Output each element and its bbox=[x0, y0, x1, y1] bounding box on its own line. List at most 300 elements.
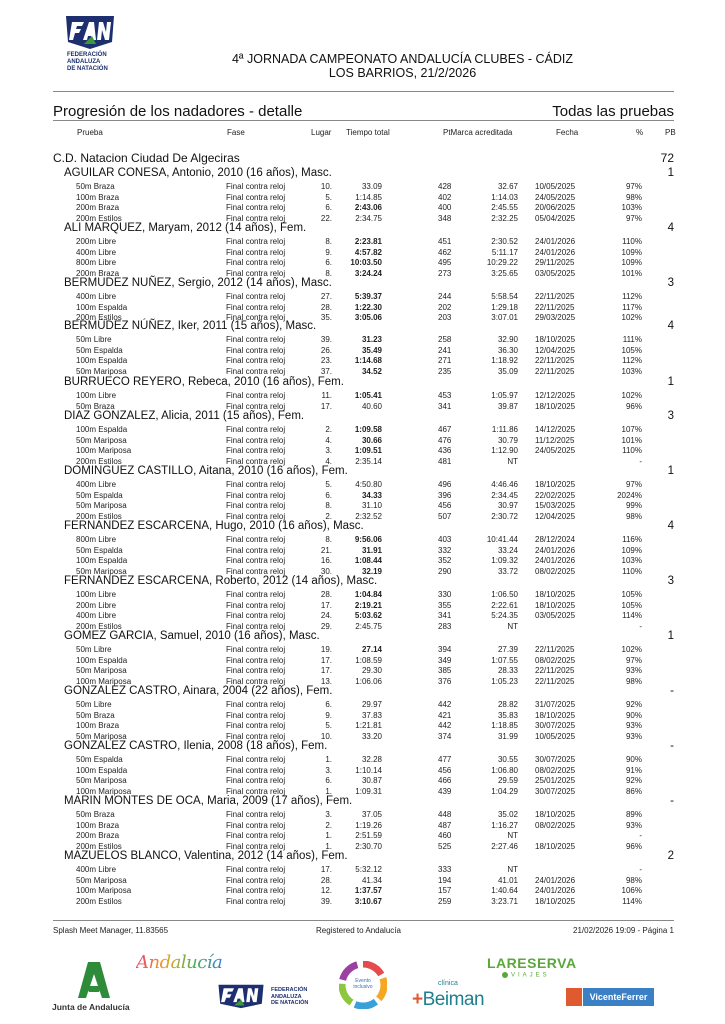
event-name: 200m Libre bbox=[76, 237, 117, 246]
evento-inclusivo-logo bbox=[339, 961, 387, 1009]
mark-date: 28/12/2024 bbox=[535, 535, 576, 544]
total-time: 31.10 bbox=[361, 501, 382, 511]
swimmer-pb-count: 2 bbox=[667, 850, 674, 862]
event-name: 200m Estilos bbox=[76, 313, 122, 323]
event-name: 200m Estilos bbox=[76, 896, 122, 906]
swimmer-name: BURRUECO REYERO, Rebeca, 2010 (16 años), Fem. bbox=[64, 376, 344, 388]
event-name: 50m Espalda bbox=[76, 755, 123, 764]
accredited-mark: 2:45.55 bbox=[491, 203, 518, 213]
result-row bbox=[0, 766, 725, 776]
event-name: 400m Libre bbox=[76, 865, 117, 874]
event-name: 50m Mariposa bbox=[76, 501, 127, 511]
place: 28. bbox=[320, 302, 332, 312]
points: 525 bbox=[438, 841, 452, 851]
place: 2. bbox=[325, 425, 332, 434]
total-time: 40.60 bbox=[361, 401, 382, 411]
phase: Final contra reloj bbox=[226, 786, 286, 796]
phase: Final contra reloj bbox=[226, 480, 286, 489]
vicente-ferrer-text: VicenteFerrer bbox=[583, 988, 654, 1006]
mark-date: 08/02/2025 bbox=[535, 820, 576, 830]
mark-date: 22/11/2025 bbox=[535, 676, 575, 686]
phase: Final contra reloj bbox=[226, 776, 286, 786]
points: 453 bbox=[438, 391, 452, 400]
mark-date: 24/01/2026 bbox=[535, 875, 576, 885]
event-name: 100m Espalda bbox=[76, 356, 128, 366]
phase: Final contra reloj bbox=[226, 755, 286, 764]
total-time: 1:08.44 bbox=[354, 556, 382, 566]
percentage: 112% bbox=[622, 292, 642, 301]
place: 5. bbox=[325, 721, 332, 731]
swimmer-pb-count: 4 bbox=[667, 222, 674, 234]
col-header-lugar: Lugar bbox=[311, 128, 332, 137]
swimmer-name: BERMUDEZ NUÑEZ, Sergio, 2012 (14 años), Masc. bbox=[64, 277, 332, 289]
total-time: 1:09.51 bbox=[354, 446, 382, 456]
phase: Final contra reloj bbox=[226, 875, 286, 885]
mark-date: 10/05/2025 bbox=[535, 182, 576, 191]
swimmer-header bbox=[64, 222, 674, 235]
result-row bbox=[0, 248, 725, 258]
accredited-mark: 1:07.55 bbox=[491, 655, 518, 665]
mark-date: 11/12/2025 bbox=[535, 435, 575, 445]
mark-date: 24/01/2026 bbox=[535, 247, 576, 257]
event-name: 50m Braza bbox=[76, 401, 115, 411]
fan-sponsor-text-line: FEDERACIÓN bbox=[271, 987, 308, 993]
event-name: 200m Braza bbox=[76, 203, 120, 213]
mark-date: 18/10/2025 bbox=[535, 600, 576, 610]
event-name: 100m Espalda bbox=[76, 302, 128, 312]
accredited-mark: 29.59 bbox=[497, 776, 518, 786]
phase: Final contra reloj bbox=[226, 302, 286, 312]
phase: Final contra reloj bbox=[226, 203, 286, 213]
mark-date: 18/10/2025 bbox=[535, 710, 576, 720]
points: 456 bbox=[438, 765, 452, 775]
phase: Final contra reloj bbox=[226, 645, 286, 654]
phase: Final contra reloj bbox=[226, 356, 286, 366]
total-time: 29.97 bbox=[361, 700, 382, 709]
percentage: 116% bbox=[622, 535, 642, 544]
swimmer-header bbox=[64, 575, 674, 588]
total-time: 33.09 bbox=[361, 182, 382, 191]
result-row bbox=[0, 546, 725, 556]
percentage: 111% bbox=[622, 335, 642, 344]
result-row bbox=[0, 611, 725, 621]
event-name: 50m Mariposa bbox=[76, 731, 127, 741]
percentage: 90% bbox=[625, 755, 642, 764]
mark-date: 10/05/2025 bbox=[535, 731, 576, 741]
swimmer-pb-count: 1 bbox=[667, 376, 674, 388]
percentage: 101% bbox=[621, 435, 642, 445]
result-row bbox=[0, 711, 725, 721]
fan-sponsor-text bbox=[271, 987, 308, 1007]
mark-date: 22/11/2025 bbox=[535, 292, 575, 301]
total-time: 1:05.41 bbox=[354, 391, 382, 400]
points: 157 bbox=[438, 886, 452, 896]
result-row bbox=[0, 446, 725, 456]
total-time: 4:57.82 bbox=[354, 247, 382, 257]
mark-date: 22/11/2025 bbox=[535, 356, 575, 366]
evento-text: Evento inclusivo bbox=[353, 978, 373, 990]
percentage: 109% bbox=[621, 258, 642, 268]
lareserva-logo bbox=[487, 955, 577, 971]
total-time: 1:19.26 bbox=[355, 820, 382, 830]
points: 439 bbox=[438, 786, 452, 796]
swimmer-header bbox=[64, 685, 674, 698]
points: 385 bbox=[438, 666, 452, 676]
place: 2. bbox=[325, 820, 332, 830]
mark-date: 29/11/2025 bbox=[535, 258, 575, 268]
swimmer-name: GONZALEZ CASTRO, Ainara, 2004 (22 años), Fem. bbox=[64, 685, 333, 697]
mark-date: 03/05/2025 bbox=[535, 268, 576, 278]
accredited-mark: 1:18.92 bbox=[491, 356, 518, 366]
swimmer-pb-count: 4 bbox=[667, 320, 674, 332]
points: 476 bbox=[438, 435, 452, 445]
phase: Final contra reloj bbox=[226, 490, 286, 500]
event-name: 50m Mariposa bbox=[76, 666, 127, 676]
points: 244 bbox=[438, 292, 452, 301]
event-name: 100m Mariposa bbox=[76, 676, 132, 686]
mark-date: 18/10/2025 bbox=[535, 480, 576, 489]
mark-date: 05/04/2025 bbox=[535, 213, 576, 223]
total-time: 32.28 bbox=[361, 755, 382, 764]
percentage: 96% bbox=[625, 401, 642, 411]
percentage: 93% bbox=[625, 666, 642, 676]
swimmer-name: FERNANDEZ ESCARCENA, Hugo, 2010 (16 años), Masc. bbox=[64, 520, 364, 532]
col-header-pb: PB bbox=[665, 128, 676, 137]
result-row bbox=[0, 865, 725, 875]
result-row bbox=[0, 876, 725, 886]
junta-a-icon bbox=[74, 960, 114, 1000]
place: 30. bbox=[320, 566, 332, 576]
phase: Final contra reloj bbox=[226, 258, 286, 268]
report-title: Progresión de los nadadores - detalle bbox=[53, 103, 303, 120]
total-time: 32.19 bbox=[361, 566, 382, 576]
fan-sponsor-text-line: DE NATACIÓN bbox=[271, 1000, 309, 1006]
result-row bbox=[0, 721, 725, 731]
place: 6. bbox=[325, 258, 332, 268]
points: 467 bbox=[438, 425, 452, 434]
swimmer-header bbox=[64, 167, 674, 180]
event-name: 50m Libre bbox=[76, 645, 112, 654]
event-name: 50m Mariposa bbox=[76, 435, 127, 445]
mark-date: 24/01/2026 bbox=[535, 886, 576, 896]
swimmer-pb-count: 4 bbox=[667, 520, 674, 532]
mark-date: 24/01/2026 bbox=[535, 545, 576, 555]
swimmer-header bbox=[64, 740, 674, 753]
phase: Final contra reloj bbox=[226, 865, 286, 874]
beiman-brand bbox=[412, 989, 484, 1011]
accredited-mark: 41.01 bbox=[497, 875, 518, 885]
swimmer-name: MAZUELOS BLANCO, Valentina, 2012 (14 años), Fem. bbox=[64, 850, 348, 862]
swimmer-header bbox=[64, 410, 674, 423]
total-time: 1:22.30 bbox=[354, 302, 382, 312]
event-name: 50m Mariposa bbox=[76, 875, 127, 885]
swimmer-name: GOMEZ GARCIA, Samuel, 2010 (16 años), Masc. bbox=[64, 630, 320, 642]
percentage: 92% bbox=[625, 700, 642, 709]
phase: Final contra reloj bbox=[226, 810, 286, 819]
percentage: 110% bbox=[622, 566, 642, 576]
accredited-mark: 1:12.90 bbox=[491, 446, 518, 456]
event-name: 50m Libre bbox=[76, 700, 112, 709]
percentage: 101% bbox=[621, 268, 642, 278]
mark-date: 15/03/2025 bbox=[535, 501, 576, 511]
mark-date: 18/10/2025 bbox=[535, 810, 576, 819]
total-time: 2:35.14 bbox=[355, 456, 382, 466]
result-row bbox=[0, 897, 725, 907]
accredited-mark: 2:34.45 bbox=[491, 490, 518, 500]
event-name: 400m Libre bbox=[76, 611, 117, 621]
event-name: 200m Estilos bbox=[76, 841, 122, 851]
points: 341 bbox=[438, 611, 452, 621]
accredited-mark: 33.24 bbox=[497, 545, 518, 555]
place: 28. bbox=[320, 875, 332, 885]
place: 11. bbox=[321, 391, 332, 400]
mark-date: 18/10/2025 bbox=[535, 335, 576, 344]
phase: Final contra reloj bbox=[226, 345, 286, 355]
result-row bbox=[0, 425, 725, 435]
percentage: 110% bbox=[622, 237, 642, 246]
phase: Final contra reloj bbox=[226, 676, 286, 686]
place: 6. bbox=[325, 203, 332, 213]
swimmer-pb-count: - bbox=[670, 740, 674, 752]
accredited-mark: 3:25.65 bbox=[491, 268, 518, 278]
mark-date: 25/01/2025 bbox=[535, 776, 576, 786]
place: 39. bbox=[320, 335, 332, 344]
total-time: 4:50.80 bbox=[355, 480, 382, 489]
place: 1. bbox=[325, 841, 332, 851]
vicente-ferrer-icon bbox=[566, 988, 582, 1006]
result-row bbox=[0, 335, 725, 345]
place: 10. bbox=[320, 182, 332, 191]
points: 495 bbox=[438, 258, 452, 268]
percentage: 117% bbox=[622, 302, 642, 312]
total-time: 10:03.50 bbox=[350, 258, 382, 268]
accredited-mark: 31.99 bbox=[497, 731, 518, 741]
points: 477 bbox=[438, 755, 452, 764]
percentage: 98% bbox=[625, 511, 642, 521]
event-name: 100m Espalda bbox=[76, 765, 128, 775]
accredited-mark: 1:05.97 bbox=[491, 391, 518, 400]
percentage: 103% bbox=[621, 203, 642, 213]
percentage: 98% bbox=[625, 875, 642, 885]
event-name: 50m Braza bbox=[76, 710, 115, 720]
event-name: 50m Espalda bbox=[76, 345, 123, 355]
total-time: 5:32.12 bbox=[355, 865, 382, 874]
accredited-mark: 5:11.17 bbox=[491, 247, 518, 257]
result-row bbox=[0, 755, 725, 765]
place: 8. bbox=[325, 535, 332, 544]
percentage: 89% bbox=[625, 810, 642, 819]
place: 35. bbox=[320, 313, 332, 323]
points: 259 bbox=[438, 896, 452, 906]
mark-date: 29/03/2025 bbox=[535, 313, 576, 323]
result-row bbox=[0, 203, 725, 213]
report-filter: Todas las pruebas bbox=[552, 103, 674, 120]
result-row bbox=[0, 645, 725, 655]
accredited-mark: 1:05.23 bbox=[491, 676, 518, 686]
event-name: 200m Estilos bbox=[76, 213, 122, 223]
percentage: 97% bbox=[625, 480, 642, 489]
phase: Final contra reloj bbox=[226, 820, 286, 830]
percentage: 102% bbox=[621, 645, 642, 654]
mark-date: 20/06/2025 bbox=[535, 203, 576, 213]
footer-registered: Registered to Andalucía bbox=[316, 926, 401, 935]
result-row bbox=[0, 258, 725, 268]
col-header-fase: Fase bbox=[227, 128, 245, 137]
percentage: 93% bbox=[625, 820, 642, 830]
percentage: - bbox=[639, 831, 642, 841]
accredited-mark: NT bbox=[507, 865, 518, 874]
total-time: 2:19.21 bbox=[354, 600, 382, 610]
result-row bbox=[0, 776, 725, 786]
place: 10. bbox=[320, 731, 332, 741]
event-name: 100m Espalda bbox=[76, 425, 128, 434]
beiman-text: Beiman bbox=[422, 989, 485, 1010]
result-row bbox=[0, 556, 725, 566]
col-header-prueba: Prueba bbox=[77, 128, 103, 137]
total-time: 1:04.84 bbox=[354, 590, 382, 599]
accredited-mark: 30.55 bbox=[497, 755, 518, 764]
phase: Final contra reloj bbox=[226, 765, 286, 775]
phase: Final contra reloj bbox=[226, 566, 286, 576]
place: 26. bbox=[320, 345, 332, 355]
swimmer-header bbox=[64, 465, 674, 478]
mark-date: 08/02/2025 bbox=[535, 655, 576, 665]
total-time: 1:09.31 bbox=[355, 786, 382, 796]
event-name: 50m Braza bbox=[76, 182, 115, 191]
points: 341 bbox=[438, 401, 452, 411]
fan-sponsor-icon bbox=[216, 983, 266, 1009]
points: 448 bbox=[438, 810, 452, 819]
mark-date: 22/11/2025 bbox=[535, 366, 575, 376]
percentage: 103% bbox=[621, 366, 642, 376]
total-time: 37.83 bbox=[361, 710, 382, 720]
total-time: 1:08.59 bbox=[355, 655, 382, 665]
phase: Final contra reloj bbox=[226, 501, 286, 511]
result-row bbox=[0, 436, 725, 446]
percentage: 91% bbox=[625, 765, 642, 775]
phase: Final contra reloj bbox=[226, 600, 286, 610]
col-header-fecha: Fecha bbox=[556, 128, 579, 137]
points: 349 bbox=[438, 655, 452, 665]
phase: Final contra reloj bbox=[226, 831, 286, 841]
accredited-mark: 2:30.52 bbox=[491, 237, 518, 246]
percentage: 2024% bbox=[617, 490, 642, 500]
percentage: - bbox=[639, 621, 642, 631]
phase: Final contra reloj bbox=[226, 666, 286, 676]
percentage: 105% bbox=[621, 600, 642, 610]
event-name: 400m Libre bbox=[76, 480, 117, 489]
event-name: 50m Braza bbox=[76, 810, 115, 819]
result-row bbox=[0, 491, 725, 501]
result-row bbox=[0, 601, 725, 611]
event-name: 100m Espalda bbox=[76, 655, 128, 665]
mark-date: 22/11/2025 bbox=[535, 666, 575, 676]
points: 273 bbox=[438, 268, 452, 278]
swimmer-pb-count: - bbox=[670, 795, 674, 807]
total-time: 1:09.58 bbox=[354, 425, 382, 434]
total-time: 5:39.37 bbox=[354, 292, 382, 301]
percentage: 90% bbox=[625, 710, 642, 720]
result-row bbox=[0, 182, 725, 192]
phase: Final contra reloj bbox=[226, 192, 286, 202]
phase: Final contra reloj bbox=[226, 292, 286, 301]
percentage: 97% bbox=[625, 213, 642, 223]
points: 330 bbox=[438, 590, 452, 599]
points: 487 bbox=[438, 820, 452, 830]
place: 17. bbox=[320, 600, 332, 610]
points: 451 bbox=[438, 237, 452, 246]
percentage: 107% bbox=[621, 425, 642, 434]
place: 8. bbox=[325, 501, 332, 511]
place: 5. bbox=[325, 480, 332, 489]
total-time: 29.30 bbox=[361, 666, 382, 676]
result-row bbox=[0, 821, 725, 831]
place: 3. bbox=[325, 765, 332, 775]
phase: Final contra reloj bbox=[226, 721, 286, 731]
points: 352 bbox=[438, 556, 452, 566]
place: 39. bbox=[320, 896, 332, 906]
accredited-mark: 1:09.32 bbox=[491, 556, 518, 566]
percentage: 114% bbox=[622, 896, 642, 906]
accredited-mark: 32.90 bbox=[497, 335, 518, 344]
percentage: 102% bbox=[621, 391, 642, 400]
mark-date: 22/11/2025 bbox=[535, 645, 575, 654]
total-time: 3:24.24 bbox=[354, 268, 382, 278]
place: 4. bbox=[325, 456, 332, 466]
place: 23. bbox=[320, 356, 332, 366]
logo-text-line: ANDALUZA bbox=[67, 59, 101, 65]
phase: Final contra reloj bbox=[226, 556, 286, 566]
event-name: 50m Mariposa bbox=[76, 566, 127, 576]
accredited-mark: 4:46.46 bbox=[491, 480, 518, 489]
mark-date: 31/07/2025 bbox=[535, 700, 576, 709]
event-name: 100m Espalda bbox=[76, 556, 128, 566]
place: 1. bbox=[325, 755, 332, 764]
mark-date: 18/10/2025 bbox=[535, 590, 576, 599]
swimmer-name: GONZALEZ CASTRO, Ilenia, 2008 (18 años), Fem. bbox=[64, 740, 328, 752]
mark-date: 30/07/2025 bbox=[535, 786, 576, 796]
event-name: 100m Braza bbox=[76, 820, 120, 830]
phase: Final contra reloj bbox=[226, 213, 286, 223]
place: 3. bbox=[325, 446, 332, 456]
swimmer-pb-count: 3 bbox=[667, 575, 674, 587]
swimmer-pb-count: 1 bbox=[667, 167, 674, 179]
percentage: 105% bbox=[621, 345, 642, 355]
accredited-mark: 2:22.61 bbox=[491, 600, 518, 610]
section-divider bbox=[53, 120, 674, 121]
phase: Final contra reloj bbox=[226, 313, 286, 323]
junta-text: Junta de Andalucía bbox=[52, 1002, 130, 1012]
swimmer-pb-count: 1 bbox=[667, 465, 674, 477]
percentage: 103% bbox=[621, 556, 642, 566]
percentage: 97% bbox=[625, 182, 642, 191]
place: 17. bbox=[320, 401, 332, 411]
points: 436 bbox=[438, 446, 452, 456]
swimmer-header bbox=[64, 795, 674, 808]
phase: Final contra reloj bbox=[226, 590, 286, 599]
swimmer-header bbox=[64, 630, 674, 643]
swimmer-name: DIAZ GONZALEZ, Alicia, 2011 (15 años), Fem. bbox=[64, 410, 305, 422]
accredited-mark: 1:06.80 bbox=[491, 765, 518, 775]
mark-date: 08/02/2025 bbox=[535, 765, 576, 775]
event-name: 50m Libre bbox=[76, 335, 112, 344]
event-name: 400m Libre bbox=[76, 247, 117, 257]
swimmer-name: FERNANDEZ ESCARCENA, Roberto, 2012 (14 años), Masc. bbox=[64, 575, 378, 587]
place: 6. bbox=[325, 490, 332, 500]
accredited-mark: 2:30.72 bbox=[491, 511, 518, 521]
footer-divider bbox=[53, 920, 674, 921]
points: 460 bbox=[438, 831, 452, 841]
